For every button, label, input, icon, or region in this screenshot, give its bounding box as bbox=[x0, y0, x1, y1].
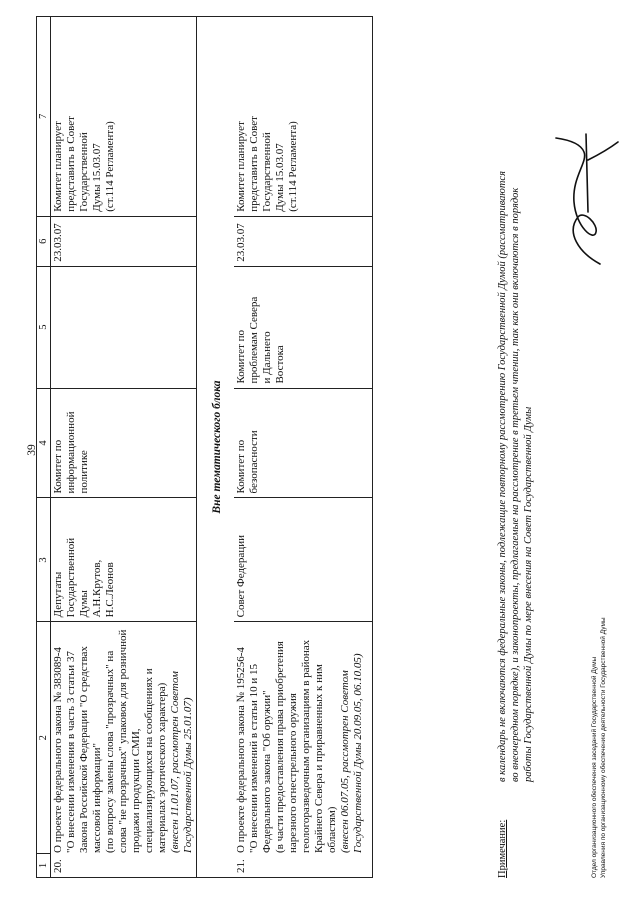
table-row bbox=[51, 17, 197, 878]
coexecutor-line: Комитет по bbox=[235, 329, 247, 384]
remark-line: представить в Совет bbox=[65, 116, 77, 212]
row-number: 20. bbox=[52, 859, 64, 873]
bill-title-line: Крайнего Севера и приравненных к ним bbox=[313, 664, 325, 853]
bill-title-line: продажи продукции СМИ, bbox=[130, 728, 142, 853]
committee-cell bbox=[51, 388, 197, 498]
bill-title-line: О проекте федерального закона № 383089-4 bbox=[52, 647, 64, 853]
remark-line: Комитет планирует bbox=[235, 121, 247, 212]
column-number: 2 bbox=[37, 622, 51, 854]
bill-title-line: массовой информации" bbox=[91, 743, 103, 853]
bill-note-line: (внесен 11.01.07, рассмотрен Советом bbox=[169, 671, 181, 853]
remark-line: представить в Совет bbox=[248, 116, 260, 212]
footnote-label: Примечание: bbox=[497, 819, 508, 878]
column-number: 6 bbox=[37, 216, 51, 266]
bill-title-line: областям) bbox=[326, 806, 338, 853]
bill-title-line: Закона Российской Федерации "О средствах bbox=[78, 646, 90, 853]
bill-title-line: О проекте федерального закона № 195256-4 bbox=[235, 647, 247, 853]
committee-line: информационной bbox=[65, 411, 77, 494]
column-number: 3 bbox=[37, 498, 51, 622]
initiator-line: Государственной bbox=[65, 537, 77, 618]
initiator-cell bbox=[234, 498, 373, 622]
remark-line: Государственной bbox=[78, 132, 90, 212]
remark-line: (ст.114 Регламента) bbox=[104, 121, 116, 212]
section-row bbox=[197, 17, 235, 878]
coexecutor-cell bbox=[234, 266, 373, 388]
bill-title-line: слова "не прозрачных" упаковок для розничной bbox=[117, 629, 129, 853]
bill-title-line: "О внесении изменения в часть 3 статьи 37 bbox=[65, 651, 77, 853]
remark-line: Государственной bbox=[261, 132, 273, 212]
committee-line: безопасности bbox=[248, 430, 260, 494]
footnote-line: в календарь не включаются федеральные законы, подлежащие повторному рассмотрению Государственной Думой (рассматриваются bbox=[497, 171, 508, 782]
committee-line: Комитет по bbox=[235, 439, 247, 494]
column-number: 1 bbox=[37, 854, 51, 878]
bill-title-line: нарезного огнестрельного оружия bbox=[287, 693, 299, 853]
initiator-line: Думы bbox=[78, 590, 90, 618]
committee-cell bbox=[234, 388, 373, 498]
date-cell: 23.03.07 bbox=[51, 216, 197, 266]
column-number: 5 bbox=[37, 266, 51, 388]
footnote-line: во внеочередном порядке), и законопроекты, предлагаемые на рассмотрение в третьем чтении, так как они включаются в порядок bbox=[510, 187, 521, 782]
section-title: Вне тематического блока bbox=[197, 17, 235, 878]
handwritten-signature bbox=[548, 122, 624, 272]
remark-line: Думы 15.03.07 bbox=[91, 143, 103, 212]
coexecutor-line: Востока bbox=[274, 345, 286, 384]
calendar-table bbox=[36, 16, 373, 878]
remark-cell bbox=[51, 17, 197, 217]
initiator-line: Н.С.Леонов bbox=[104, 562, 116, 618]
bill-note-line: Государственной Думы 25.01.07) bbox=[182, 697, 194, 853]
remark-line: (ст.114 Регламента) bbox=[287, 121, 299, 212]
bill-title-line: геологоразведочным организациям в районах bbox=[300, 639, 312, 853]
date-cell: 23.03.07 bbox=[234, 216, 373, 266]
bill-title-line: (в части предоставления права приобретения bbox=[274, 641, 286, 853]
column-number: 4 bbox=[37, 388, 51, 498]
committee-line: политике bbox=[78, 450, 90, 494]
remark-cell bbox=[234, 17, 373, 217]
bill-title-line: (по вопросу замены слова "прозрачных" на bbox=[104, 650, 116, 853]
bill-note-line: Государственной Думы 20.09.05, 06.10.05) bbox=[352, 653, 364, 853]
remark-line: Думы 15.03.07 bbox=[274, 143, 286, 212]
column-number: 7 bbox=[37, 17, 51, 217]
bill-title-line: "О внесении изменений в статьи 10 и 15 bbox=[248, 663, 260, 853]
row-number: 21. bbox=[235, 859, 247, 873]
footnote-line: работы Государственной Думы по мере внесения на Совет Государственной Думы bbox=[523, 406, 534, 782]
bill-note-line: (внесен 06.07.05, рассмотрен Советом bbox=[339, 670, 351, 853]
initiator-line: А.Н.Крутов, bbox=[91, 559, 103, 618]
initiator-cell bbox=[51, 498, 197, 622]
page-number: 39 bbox=[26, 444, 38, 456]
footer-line: Отдел организационного обеспечения заседаний Государственной Думы bbox=[591, 656, 598, 878]
table-row bbox=[234, 17, 373, 878]
coexecutor-cell bbox=[51, 266, 197, 388]
committee-line: Комитет по bbox=[52, 439, 64, 494]
bill-title-line: материалах эротического характера) bbox=[156, 682, 168, 853]
bill-title-line: Федерального закона "Об оружии" bbox=[261, 690, 273, 853]
initiator-line: Депутаты bbox=[52, 571, 64, 618]
coexecutor-line: проблемам Севера bbox=[248, 296, 260, 384]
footer-line: Управления по организационному обеспечению деятельности Государственной Думы bbox=[600, 617, 607, 878]
bill-title-line: специализирующихся на сообщениях и bbox=[143, 668, 155, 853]
bill-description bbox=[234, 622, 373, 878]
coexecutor-line: и Дальнего bbox=[261, 331, 273, 384]
initiator-line: Совет Федерации bbox=[235, 535, 247, 618]
footnote-text bbox=[496, 42, 535, 782]
column-number-row bbox=[37, 17, 51, 878]
bill-description bbox=[51, 622, 197, 878]
footer bbox=[590, 398, 608, 878]
remark-line: Комитет планирует bbox=[52, 121, 64, 212]
